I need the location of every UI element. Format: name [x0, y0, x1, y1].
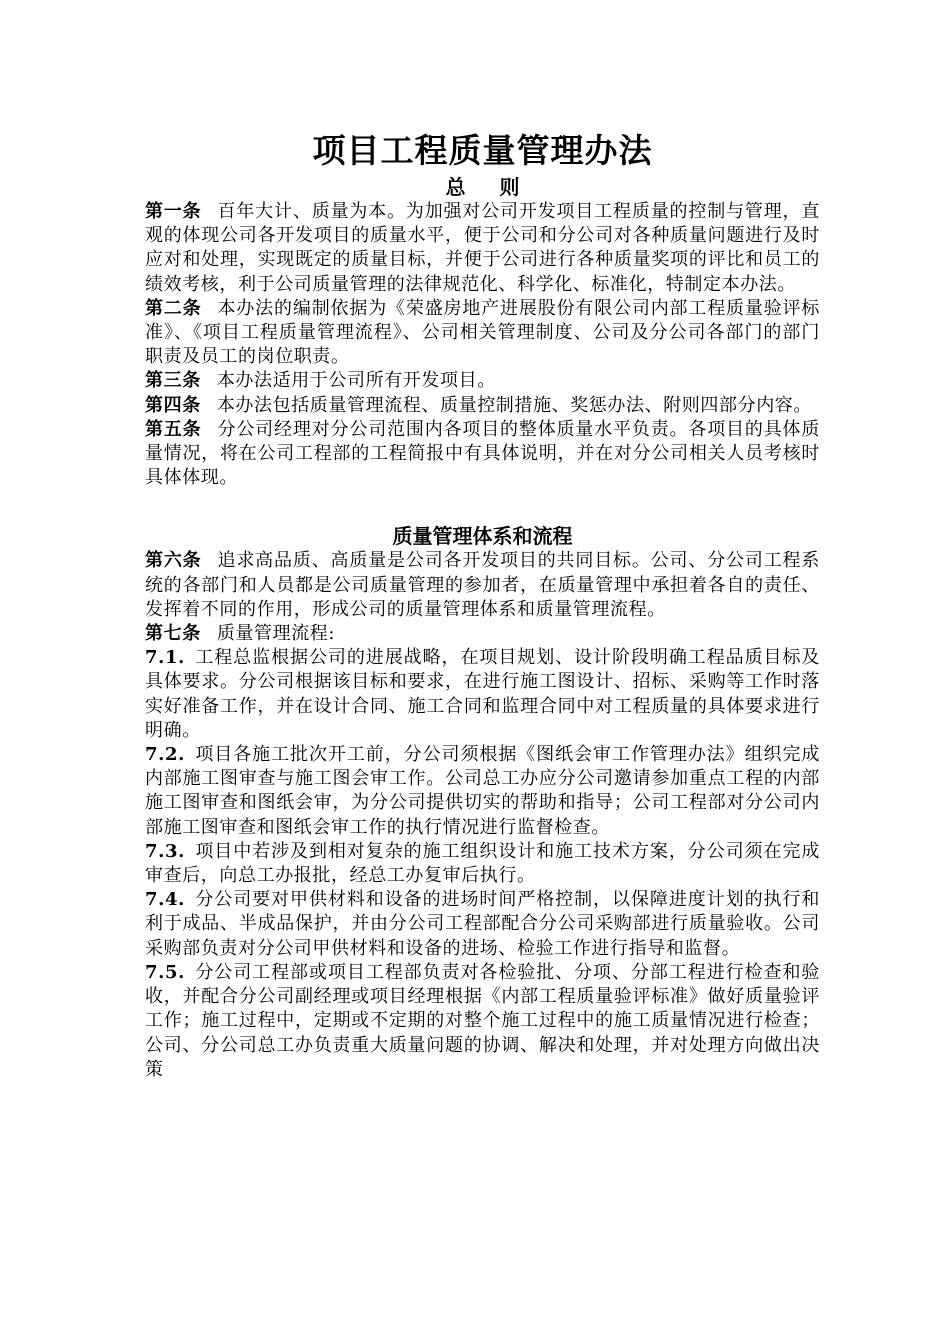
clause-text: 分公司工程部或项目工程部负责对各检验批、分项、分部工程进行检查和验收，并配合分公司副经理或项目经理根据《内部工程质量验评标准》做好质量验评工作；施工过程中，定期或不定期的对整个施工过程中的施工质量情况进行检查；公司、分公司总工办负责重大质量问题的协调、解决和处理，并对处理方向做出决策	[145, 961, 820, 1080]
clause-7-4	[145, 888, 820, 961]
clause-number: 7.5.	[145, 961, 185, 983]
article-text: 追求高品质、高质量是公司各开发项目的共同目标。公司、分公司工程系统的各部门和人员都是公司质量管理的参加者，在质量管理中承担着各自的责任、发挥着不同的作用，形成公司的质量管理体系和质量管理流程。	[145, 550, 820, 620]
clause-number: 7.4.	[145, 889, 185, 911]
article-5	[145, 418, 820, 491]
article-label: 第六条	[145, 550, 202, 572]
clause-7-2	[145, 743, 820, 840]
clause-text: 项目各施工批次开工前，分公司须根据《图纸会审工作管理办法》组织完成内部施工图审查与施工图会审工作。公司总工办应分公司邀请参加重点工程的内部施工图审查和图纸会审，为分公司提供切实的帮助和指导；公司工程部对分公司内部施工图审查和图纸会审工作的执行情况进行监督检查。	[145, 744, 820, 838]
article-6	[145, 549, 820, 622]
article-text: 本办法适用于公司所有开发项目。	[216, 370, 496, 392]
article-label: 第七条	[145, 623, 201, 645]
article-text: 质量管理流程:	[216, 623, 336, 645]
document-page	[145, 128, 820, 1082]
clause-number: 7.1.	[145, 647, 185, 669]
clause-text: 工程总监根据公司的进展战略，在项目规划、设计阶段明确工程品质目标及具体要求。分公司根据该目标和要求，在进行施工图设计、招标、采购等工作时落实好准备工作，并在设计合同、施工合同和监理合同中对工程质量的具体要求进行明确。	[145, 647, 820, 741]
article-text: 本办法的编制依据为《荣盛房地产进展股份有限公司内部工程质量验评标准》、《项目工程质量管理流程》、公司相关管理制度、公司及分公司各部门的部门职责及员工的岗位职责。	[145, 297, 820, 368]
article-3	[145, 369, 820, 393]
article-1	[145, 200, 820, 297]
section-heading-general: 总则	[445, 175, 554, 199]
article-text: 百年大计、质量为本。为加强对公司开发项目工程质量的控制与管理，直观的体现公司各开发项目的质量水平，便于公司和分公司对各种质量问题进行及时应对和处理，实现既定的质量目标，并便于公司进行各种质量奖项的评比和员工的绩效考核，利于公司质量管理的法律规范化、科学化、标准化，特制定本办法。	[145, 201, 820, 295]
article-label: 第五条	[145, 418, 202, 440]
article-7	[145, 622, 820, 646]
article-text: 分公司经理对分公司范围内各项目的整体质量水平负责。各项目的具体质量情况，将在公司工程部的工程简报中有具体说明，并在对分公司相关人员考核时具体体现。	[145, 418, 820, 489]
clause-7-5	[145, 961, 820, 1082]
article-2	[145, 297, 820, 370]
article-label: 第四条	[145, 394, 201, 416]
clause-7-3	[145, 840, 820, 888]
clause-text: 分公司要对甲供材料和设备的进场时间严格控制，以保障进度计划的执行和利于成品、半成品保护，并由分公司工程部配合分公司采购部进行质量验收。公司采购部负责对分公司甲供材料和设备的进场、检验工作进行指导和监督。	[145, 889, 820, 959]
clause-number: 7.2.	[145, 744, 185, 766]
section-heading-quality-system: 质量管理体系和流程	[392, 524, 573, 549]
article-4	[145, 394, 820, 418]
clause-number: 7.3.	[145, 840, 185, 862]
clause-7-1	[145, 646, 820, 743]
article-label: 第一条	[145, 201, 202, 222]
article-text: 本办法包括质量管理流程、质量控制措施、奖惩办法、附则四部分内容。	[216, 394, 813, 416]
article-label: 第三条	[145, 370, 201, 392]
document-title: 项目工程质量管理办法	[312, 131, 653, 170]
clause-text: 项目中若涉及到相对复杂的施工组织设计和施工技术方案，分公司须在完成审查后，向总工办报批，经总工办复审后执行。	[145, 840, 820, 887]
article-label: 第二条	[145, 297, 202, 319]
